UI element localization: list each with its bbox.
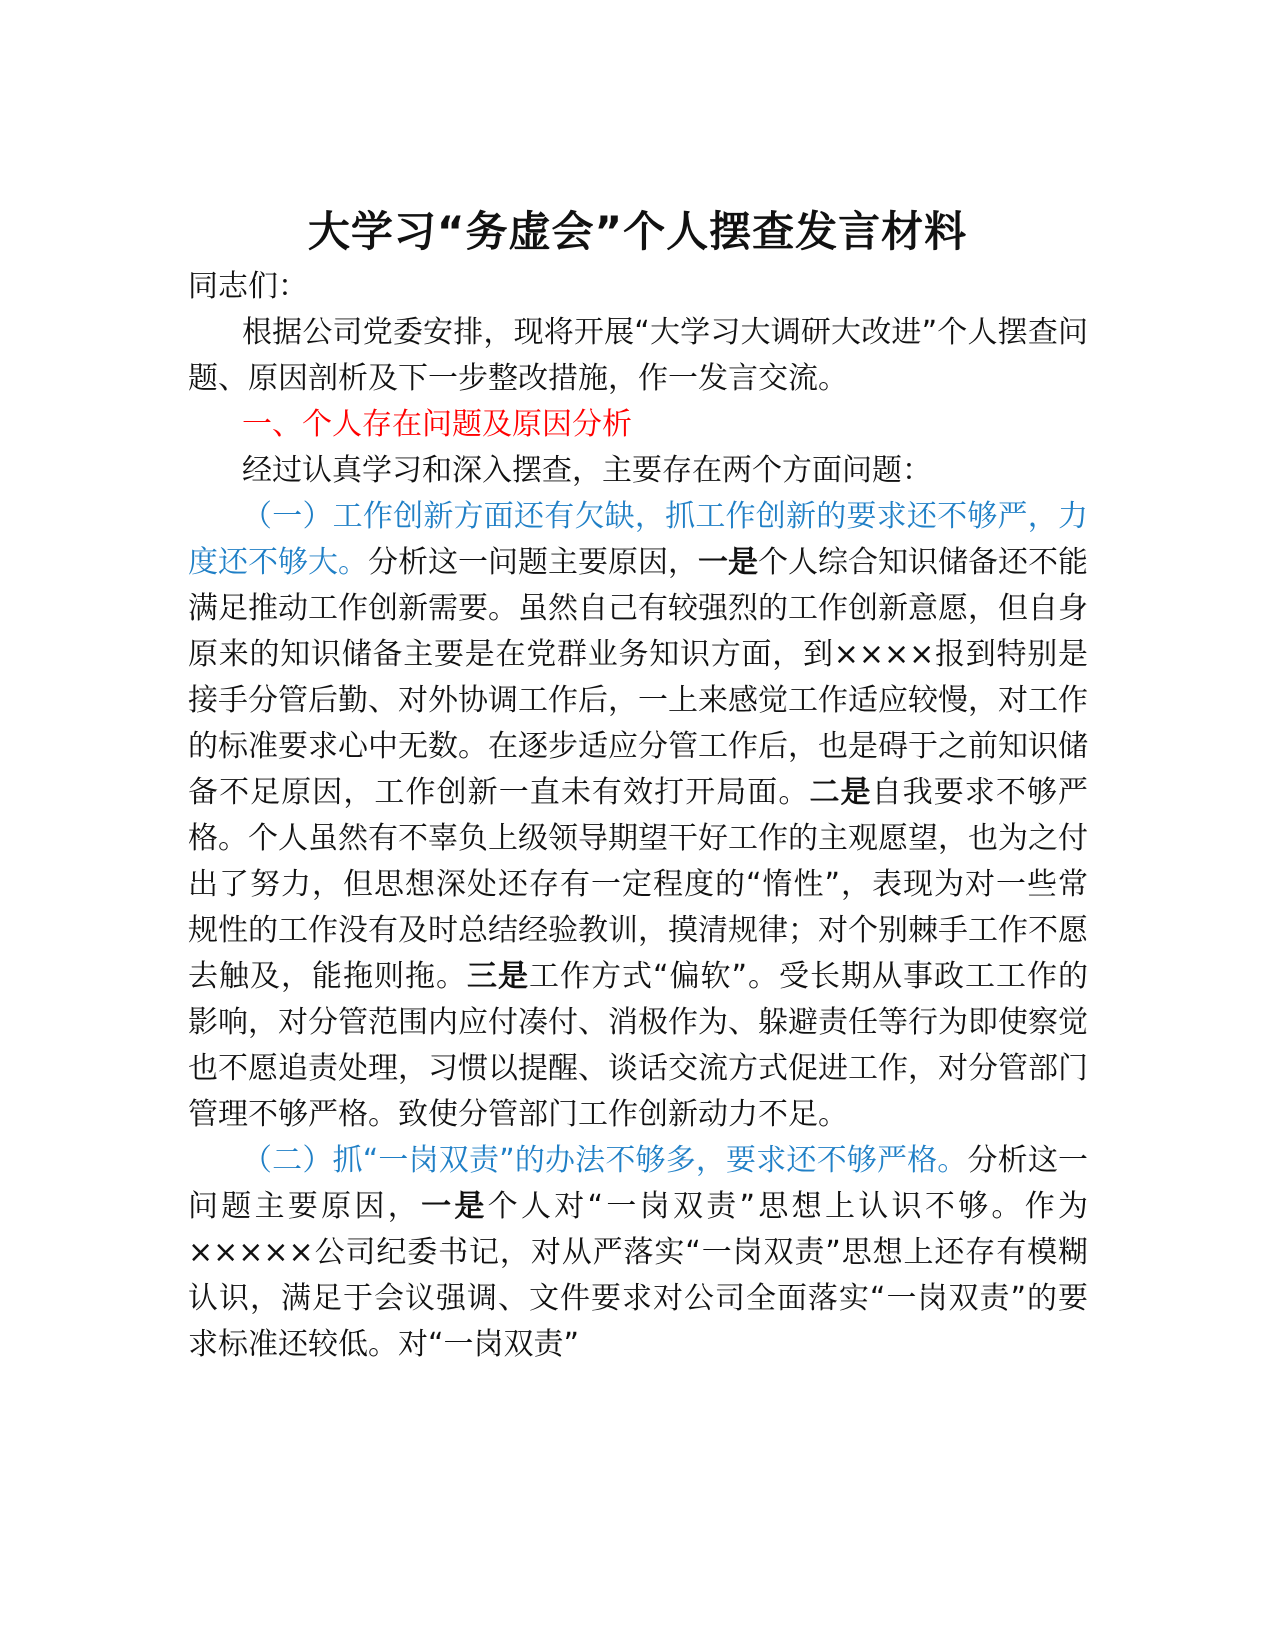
salutation: 同志们： [188,269,308,304]
issue-1-label-2: 二是 [809,775,872,810]
issue-2-label-1: 一是 [421,1189,488,1224]
issue-1-label-1: 一是 [698,545,758,580]
intro-paragraph: 根据公司党委安排，现将开展“大学习大调研大改进”个人摆查问题、原因剖析及下一步整改措施，作一发言交流。 [188,315,1088,396]
document-title: 大学习“务虚会”个人摆查发言材料 [307,207,968,257]
section-heading: 一、个人存在问题及原因分析 [242,407,632,442]
document-body [188,264,1088,1368]
section-lead: 经过认真学习和深入摆查，主要存在两个方面问题： [242,453,932,488]
issue-2-paragraph [188,1138,1088,1368]
issue-1-paragraph [188,494,1088,1138]
issue-1-heading: （一）工作创新方面还有欠缺，抓工作创新的要求还不够严，力度还不够大。 [188,499,1088,580]
issue-2-text-a: 分析这一问题主要原因， [188,1143,1088,1224]
issue-2-text-b: 个人对“一岗双责”思想上认识不够。作为×××××公司纪委书记，对从严落实“一岗双责”思想上还存有模糊认识，满足于会议强调、文件要求对公司全面落实“一岗双责”的要求标准还较低。对“一岗双责” [188,1189,1089,1362]
issue-1-text-d: 工作方式“偏软”。受长期从事政工工作的影响，对分管范围内应付凑付、消极作为、躲避责任等行为即使察觉也不愿追责处理，习惯以提醒、谈话交流方式促进工作，对分管部门管理不够严格。致使分管部门工作创新动力不足。 [188,959,1089,1132]
issue-2-heading: （二）抓“一岗双责”的办法不够多，要求还不够严格。 [242,1143,968,1178]
issue-1-text-b: 个人综合知识储备还不能满足推动工作创新需要。虽然自己有较强烈的工作创新意愿，但自身原来的知识储备主要是在党群业务知识方面，到××××报到特别是接手分管后勤、对外协调工作后，一上来感觉工作适应较慢，对工作的标准要求心中无数。在逐步适应分管工作后，也是碍于之前知识储备不足原因，工作创新一直未有效打开局面。 [188,545,1088,810]
issue-1-label-3: 三是 [466,959,529,994]
issue-1-text-c: 自我要求不够严格。个人虽然有不辜负上级领导期望干好工作的主观愿望，也为之付出了努力，但思想深处还存有一定程度的“惰性”，表现为对一些常规性的工作没有及时总结经验教训，摸清规律；对个别棘手工作不愿去触及，能拖则拖。 [188,775,1089,994]
issue-1-text-a: 分析这一问题主要原因， [368,545,698,580]
